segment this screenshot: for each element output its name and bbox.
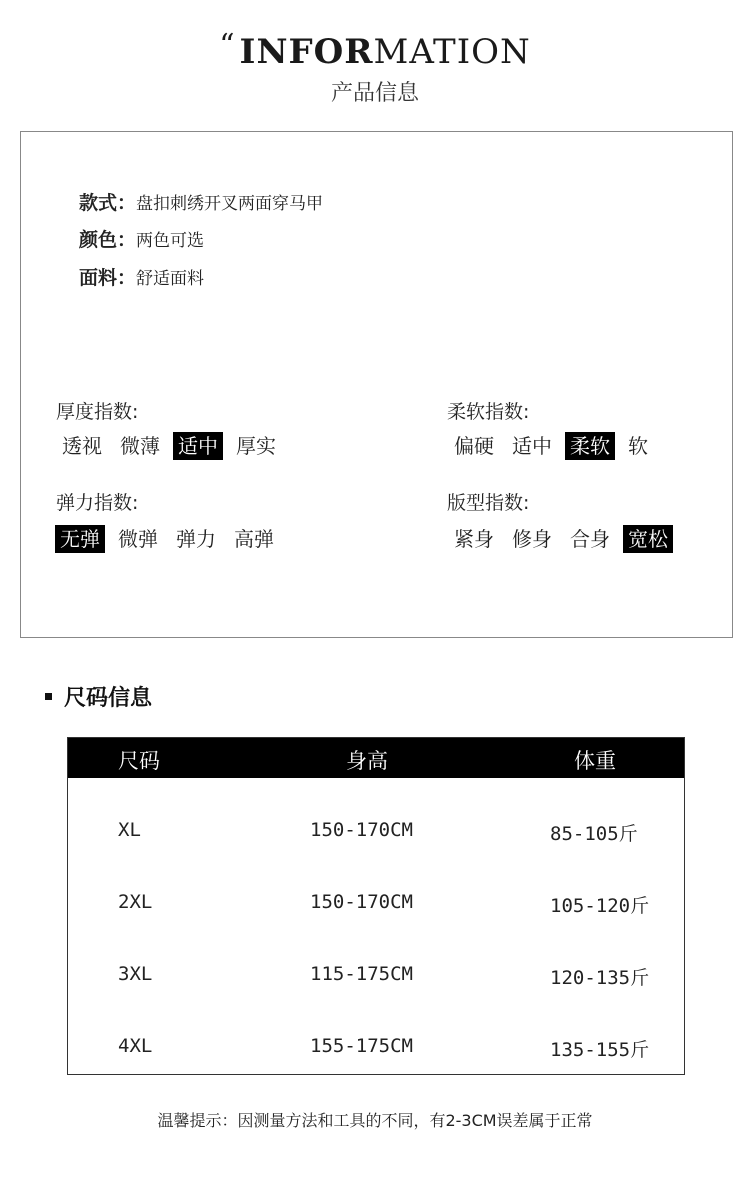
fabric-row [79, 263, 204, 290]
elasticity-index-title: 弹力指数: [56, 492, 139, 514]
height-cell: 155-175CM [310, 1035, 413, 1057]
color-row [79, 225, 204, 252]
softness-option: 偏硬 [454, 434, 494, 458]
thickness-option: 微薄 [120, 434, 160, 458]
size-table [67, 737, 685, 1075]
fit-option-selected: 宽松 [623, 525, 673, 553]
bullet-square-icon [45, 693, 52, 700]
weight-cell: 120-135斤 [550, 967, 650, 989]
elasticity-option: 弹力 [176, 527, 216, 551]
weight-cell: 105-120斤 [550, 895, 650, 917]
size-cell: XL [118, 819, 141, 841]
header-weight: 体重 [574, 749, 616, 773]
header-subtitle: 产品信息 [330, 81, 419, 106]
product-info-box [20, 131, 733, 638]
elasticity-option-selected: 无弹 [55, 525, 105, 553]
height-cell: 115-175CM [310, 963, 413, 985]
header-size: 尺码 [118, 749, 160, 773]
weight-cell: 85-105斤 [550, 823, 638, 845]
softness-index-title: 柔软指数: [447, 401, 530, 423]
title-bold: INFOR [239, 32, 374, 72]
quote-mark: “ [219, 28, 236, 63]
style-row [79, 188, 323, 215]
size-cell: 4XL [118, 1035, 153, 1057]
fit-option: 合身 [570, 527, 610, 551]
table-row [68, 963, 684, 993]
size-table-header [68, 738, 684, 778]
softness-options [449, 432, 661, 460]
elasticity-option: 微弹 [118, 527, 158, 551]
thickness-options [57, 432, 289, 460]
table-row [68, 1035, 684, 1065]
height-cell: 150-170CM [310, 891, 413, 913]
title-rest: MATION [373, 32, 531, 72]
fabric-value: 舒适面料 [136, 269, 205, 289]
fit-option: 紧身 [454, 527, 494, 551]
softness-option: 软 [628, 434, 648, 458]
fit-option: 修身 [512, 527, 552, 551]
size-cell: 3XL [118, 963, 153, 985]
color-label: 颜色： [79, 229, 137, 251]
fit-options [449, 525, 681, 553]
elasticity-options [55, 525, 287, 553]
softness-option-selected: 柔软 [565, 432, 615, 460]
height-cell: 150-170CM [310, 819, 413, 841]
color-value: 两色可选 [136, 231, 205, 251]
size-section-heading [45, 681, 152, 712]
elasticity-option: 高弹 [234, 527, 274, 551]
header-height: 身高 [346, 749, 388, 773]
measurement-tip: 温馨提示：因测量方法和工具的不同，有2-3CM误差属于正常 [157, 1111, 593, 1130]
thickness-index-title: 厚度指数: [56, 401, 139, 423]
weight-cell: 135-155斤 [550, 1039, 650, 1061]
size-section-title: 尺码信息 [64, 686, 153, 711]
softness-option: 适中 [512, 434, 552, 458]
table-row [68, 819, 684, 849]
header-title [0, 28, 750, 72]
thickness-option: 厚实 [236, 434, 276, 458]
style-value: 盘扣刺绣开叉两面穿马甲 [136, 194, 324, 214]
thickness-option-selected: 适中 [173, 432, 223, 460]
thickness-option: 透视 [62, 434, 102, 458]
style-label: 款式： [79, 192, 137, 214]
fit-index-title: 版型指数: [447, 492, 530, 514]
table-row [68, 891, 684, 921]
size-cell: 2XL [118, 891, 153, 913]
fabric-label: 面料： [79, 267, 137, 289]
